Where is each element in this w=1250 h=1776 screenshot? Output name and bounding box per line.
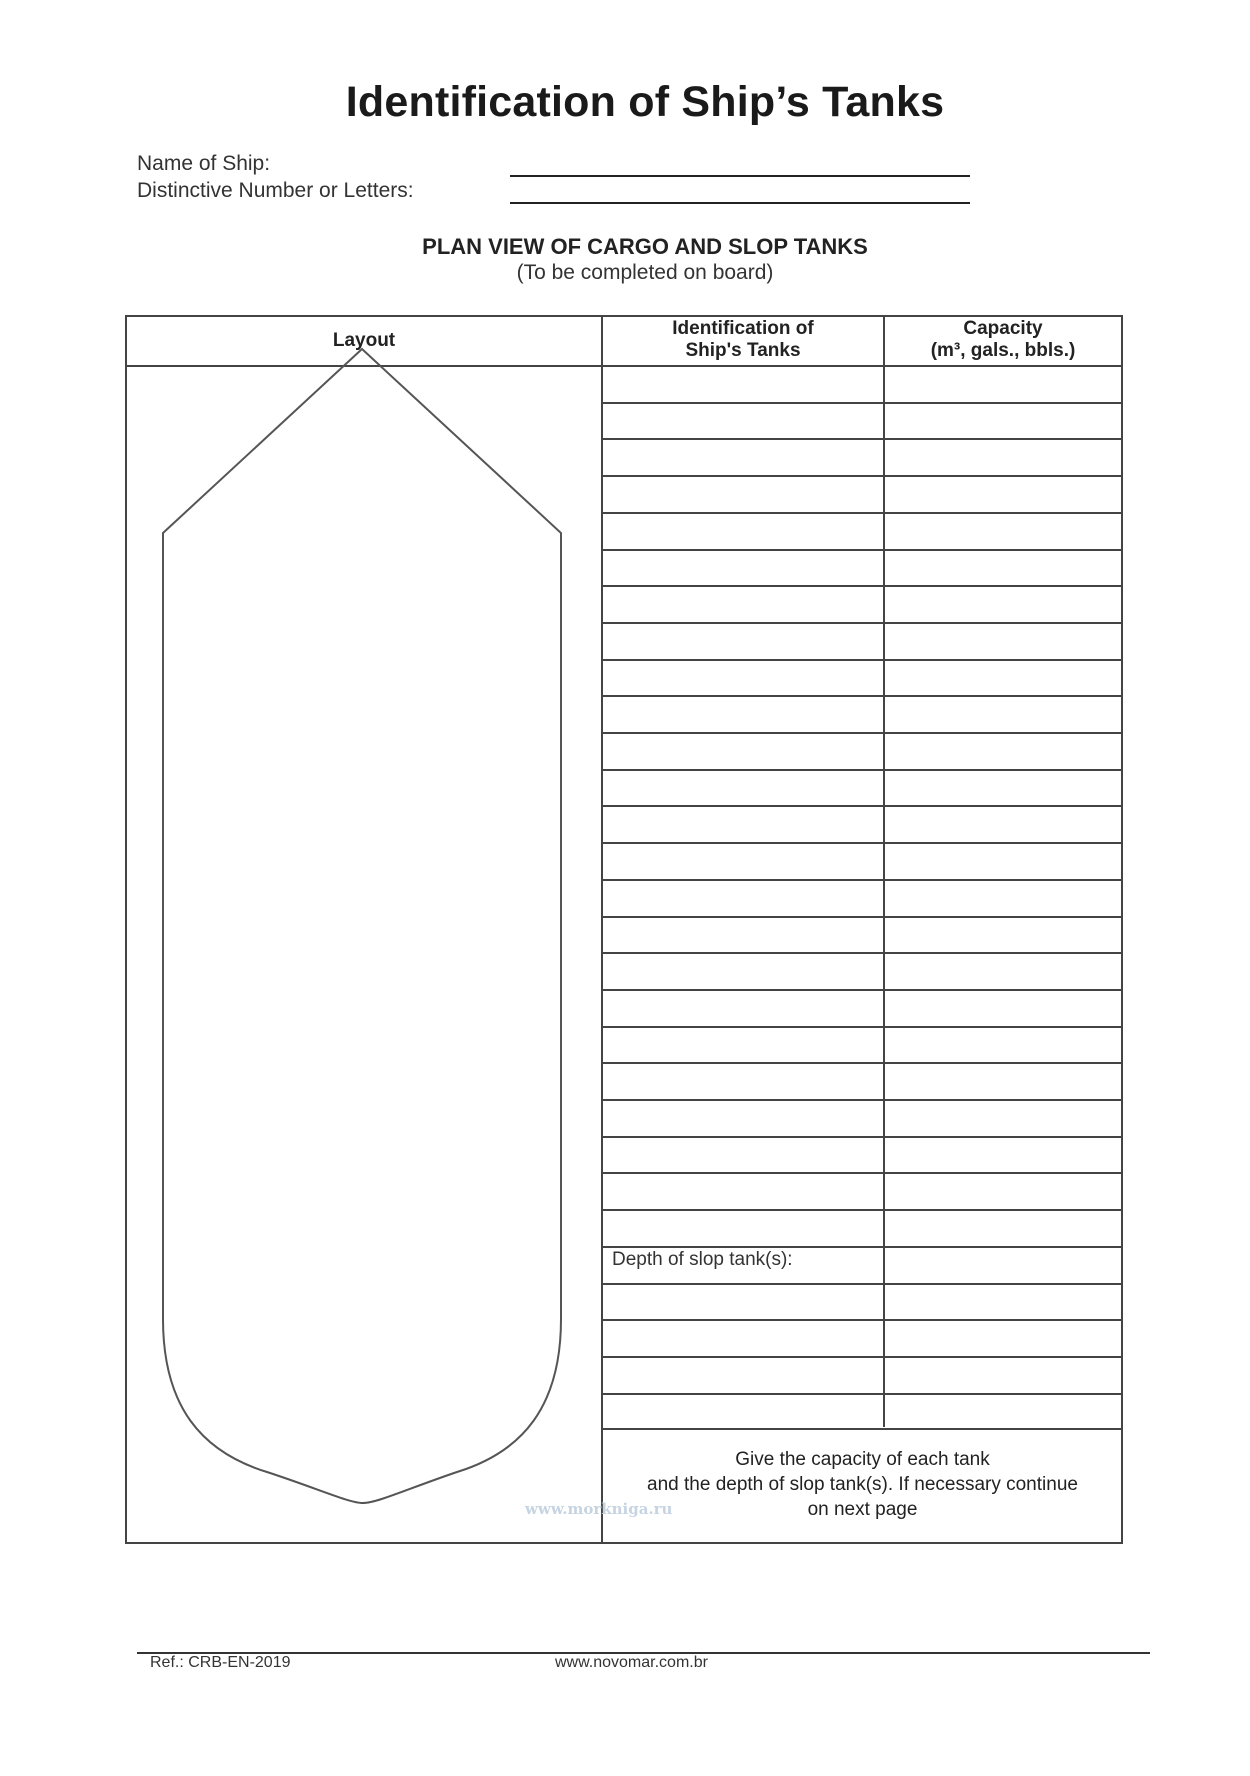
plan-subheading: (To be completed on board) — [516, 261, 774, 284]
layout-header: Layout — [332, 330, 396, 351]
tank-row-divider — [603, 1356, 1121, 1358]
tank-row-divider — [603, 1026, 1121, 1028]
tank-row-divider — [603, 512, 1121, 514]
instruction-note — [602, 1447, 1123, 1522]
footer-reference: Ref.: CRB-EN-2019 — [150, 1654, 291, 1671]
plan-heading: PLAN VIEW OF CARGO AND SLOP TANKS — [422, 234, 868, 259]
tank-row-divider — [603, 585, 1121, 587]
tank-row-divider — [603, 769, 1121, 771]
tank-row-divider — [603, 1172, 1121, 1174]
tank-row-divider — [603, 1319, 1121, 1321]
identification-header — [603, 318, 883, 362]
tank-table — [125, 315, 1123, 1544]
distinctive-number-label: Distinctive Number or Letters: — [137, 179, 414, 202]
capacity-header — [885, 318, 1121, 362]
ship-name-field[interactable] — [510, 175, 970, 177]
tank-row-divider — [603, 1062, 1121, 1064]
capacity-column-divider — [883, 317, 885, 1427]
tank-row-divider — [603, 1099, 1121, 1101]
depth-bottom-divider — [603, 1428, 1121, 1430]
tank-row-divider — [603, 475, 1121, 477]
tank-row-divider — [603, 842, 1121, 844]
capacity-header-line1: Capacity — [963, 318, 1043, 339]
capacity-header-line2: (m³, gals., bbls.) — [930, 340, 1076, 361]
tank-row-divider — [603, 1209, 1121, 1211]
tank-row-divider — [603, 438, 1121, 440]
layout-column-divider — [601, 317, 603, 1542]
instruction-line: Give the capacity of each tank — [735, 1449, 990, 1470]
tank-row-divider — [603, 695, 1121, 697]
hull-outline-drawing — [127, 317, 601, 1542]
watermark: www.morkniga.ru — [525, 1500, 673, 1518]
document-title: Identification of Ship’s Tanks — [345, 78, 945, 126]
identification-header-line2: Ship's Tanks — [685, 340, 801, 361]
depth-label: Depth of slop tank(s): — [612, 1249, 793, 1270]
identification-header-line1: Identification of — [672, 318, 814, 339]
instruction-line: on next page — [807, 1499, 918, 1520]
tank-row-divider — [603, 916, 1121, 918]
tank-row-divider — [603, 402, 1121, 404]
tank-row-divider — [603, 1136, 1121, 1138]
tank-row-divider — [603, 732, 1121, 734]
tank-row-divider — [603, 622, 1121, 624]
tank-row-divider — [603, 952, 1121, 954]
tank-row-divider — [603, 659, 1121, 661]
tank-row-divider — [603, 1283, 1121, 1285]
distinctive-number-field[interactable] — [510, 202, 970, 204]
footer-url: www.novomar.com.br — [555, 1654, 708, 1671]
tank-row-divider — [603, 1393, 1121, 1395]
tank-row-divider — [603, 805, 1121, 807]
tank-row-divider — [603, 549, 1121, 551]
hull-outline — [163, 349, 561, 1503]
tank-row-divider — [603, 879, 1121, 881]
instruction-line: and the depth of slop tank(s). If necessary continue — [647, 1474, 1078, 1495]
tank-row-divider — [603, 989, 1121, 991]
ship-name-label: Name of Ship: — [137, 152, 271, 175]
tank-row-divider — [603, 1246, 1121, 1248]
